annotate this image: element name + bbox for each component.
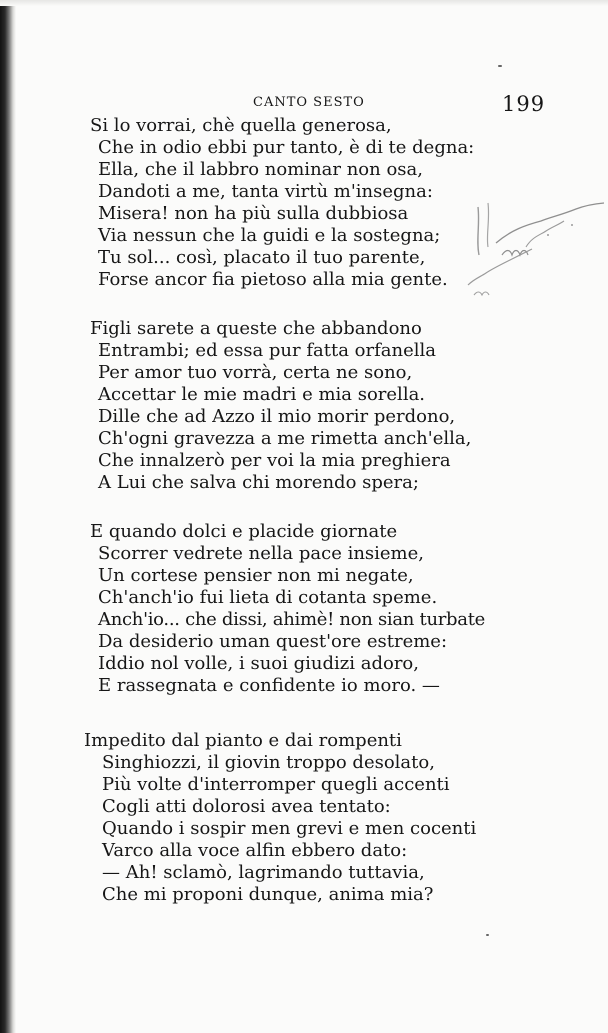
stanza-3 [90, 521, 485, 697]
verse-line: A Lui che salva chi morendo spera; [98, 472, 419, 493]
verse-line: Si lo vorrai, chè quella generosa, [90, 115, 392, 136]
verse-line: Via nessun che la guidi e la sostegna; [98, 225, 441, 246]
verse-line: Da desiderio uman quest'ore estreme: [98, 631, 448, 652]
pencil-scribble-icon [466, 195, 606, 305]
verse-line: Che innalzerò per voi la mia preghiera [98, 450, 451, 471]
verse-line: Più volte d'interromper quegli accenti [102, 774, 450, 795]
verse-line: Che in odio ebbi pur tanto, è di te degna: [98, 137, 475, 158]
verse-line: Varco alla voce alfin ebbero dato: [102, 840, 408, 861]
verse-line: Tu sol... così, placato il tuo parente, [98, 247, 426, 268]
verse-line: Ch'ogni gravezza a me rimetta anch'ella, [98, 428, 472, 449]
page-header [0, 92, 608, 116]
verse-line: E rassegnata e confidente io moro. — [98, 675, 440, 696]
verse-line: Per amor tuo vorrà, certa ne sono, [98, 362, 413, 383]
verse-line: Misera! non ha più sulla dubbiosa [98, 203, 409, 224]
stanza-1 [90, 115, 474, 291]
verse-line: Impedito dal pianto e dai rompenti [84, 730, 402, 751]
page-number: 199 [502, 92, 546, 116]
verse-line: E quando dolci e placide giornate [90, 521, 398, 542]
book-binding-shadow [0, 0, 16, 1033]
verse-line: Singhiozzi, il giovin troppo desolato, [102, 752, 435, 773]
verse-line: Ch'anch'io fui lieta di cotanta speme. [98, 587, 438, 608]
running-head: CANTO SESTO [253, 95, 365, 110]
pencil-marginalia [466, 195, 606, 305]
verse-line: — Ah! sclamò, lagrimando tuttavia, [102, 862, 425, 883]
verse-line: Un cortese pensier non mi negate, [98, 565, 414, 586]
verse-line: Che mi proponi dunque, anima mia? [102, 884, 434, 905]
stanza-2 [90, 318, 471, 494]
ink-speck [486, 934, 489, 936]
page-top-edge [0, 0, 608, 6]
stanza-4 [84, 730, 476, 906]
ink-speck [498, 65, 502, 67]
verse-line: Ella, che il labbro nominar non osa, [98, 159, 423, 180]
verse-line: Cogli atti dolorosi avea tentato: [102, 796, 391, 817]
verse-line: Figli sarete a queste che abbandono [90, 318, 422, 339]
verse-line: Dandoti a me, tanta virtù m'insegna: [98, 181, 433, 202]
verse-line: Quando i sospir men grevi e men cocenti [102, 818, 477, 839]
verse-line: Accettar le mie madri e mia sorella. [98, 384, 426, 405]
verse-line: Iddio nol volle, i suoi giudizi adoro, [98, 653, 419, 674]
verse-line: Scorrer vedrete nella pace insieme, [98, 543, 425, 564]
verse-line: Dille che ad Azzo il mio morir perdono, [98, 406, 456, 427]
verse-line: Forse ancor fia pietoso alla mia gente. [98, 269, 448, 290]
verse-line: Entrambi; ed essa pur fatta orfanella [98, 340, 436, 361]
verse-line: Anch'io... che dissi, ahimè! non sian turbate [98, 609, 485, 630]
